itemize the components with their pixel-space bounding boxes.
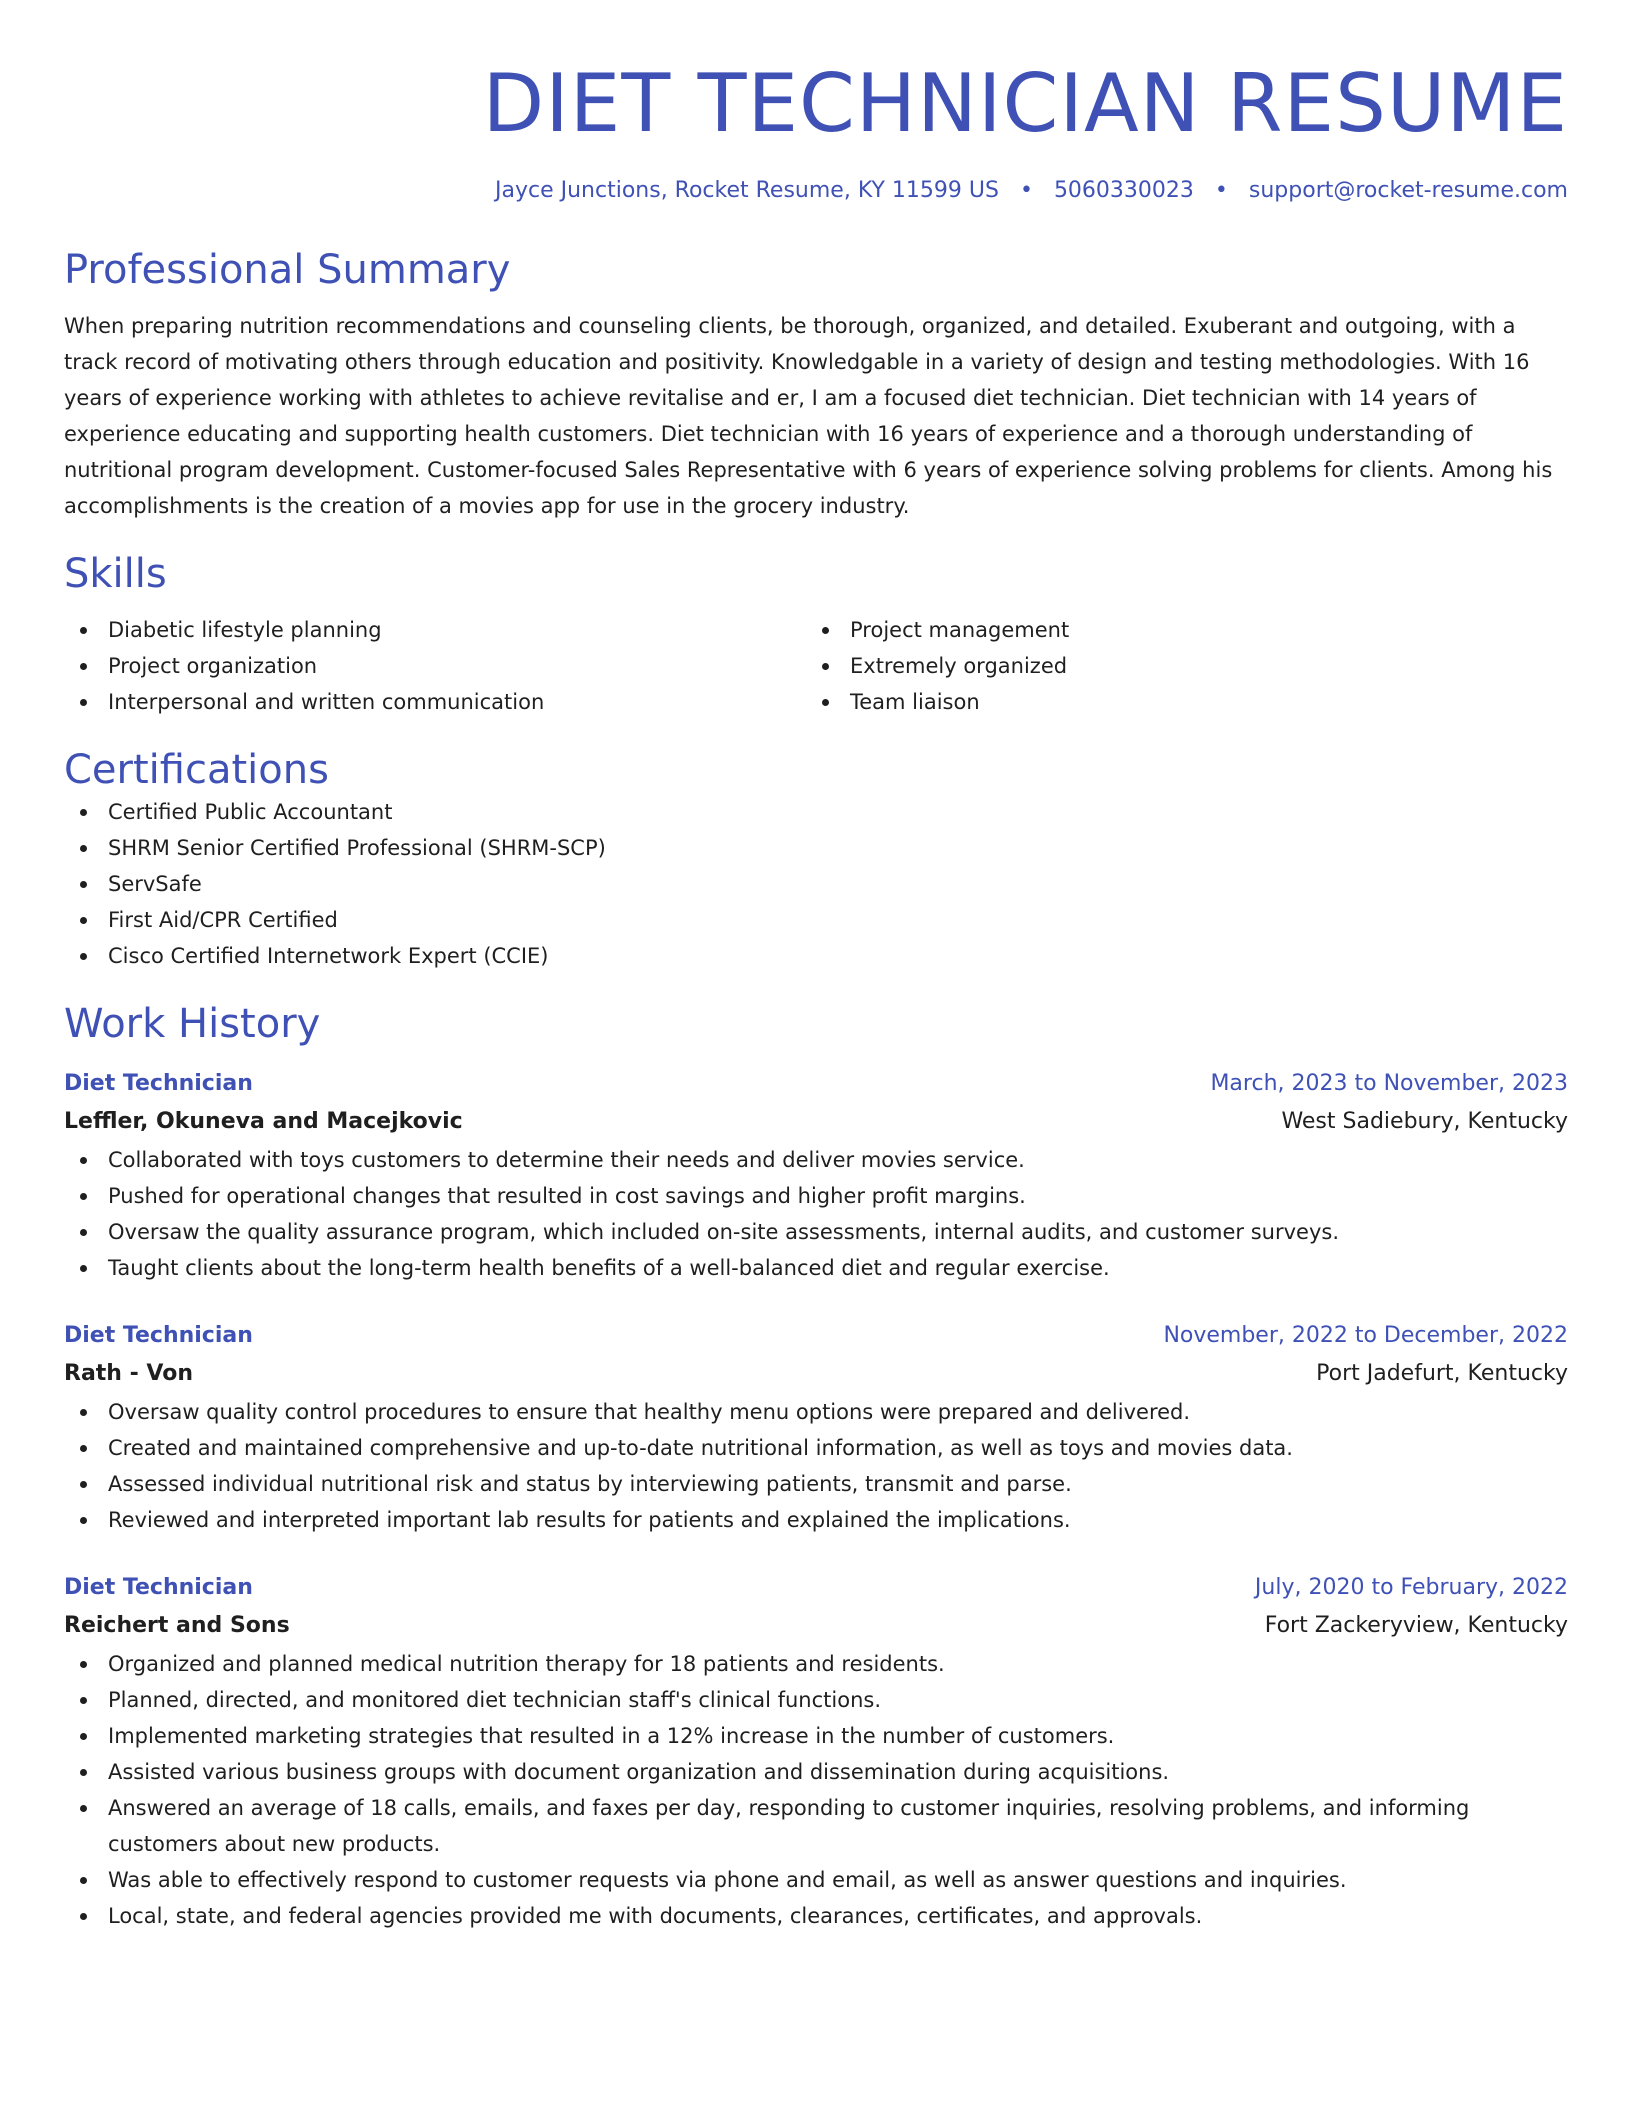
contact-email[interactable]: support@rocket-resume.com bbox=[1248, 178, 1568, 203]
job-location: Port Jadefurt, Kentucky bbox=[1316, 1361, 1568, 1386]
job-duty: Implemented marketing strategies that resulted in a 12% increase in the number of customers. bbox=[64, 1718, 1568, 1754]
skill-item: Diabetic lifestyle planning bbox=[64, 612, 806, 648]
skill-item: Interpersonal and written communication bbox=[64, 684, 806, 720]
job-title: Diet Technician bbox=[64, 1071, 253, 1096]
job-duty: Oversaw quality control procedures to ensure that healthy menu options were prepared and delivered. bbox=[64, 1394, 1568, 1430]
skills-heading: Skills bbox=[64, 551, 167, 597]
job-header-row bbox=[64, 1318, 1568, 1354]
job-duties-list bbox=[64, 1394, 1568, 1538]
job-company-row bbox=[64, 1102, 1568, 1142]
job-title: Diet Technician bbox=[64, 1323, 253, 1348]
job-duty: Was able to effectively respond to customer requests via phone and email, as well as answer questions and inquiries. bbox=[64, 1862, 1568, 1898]
job-company-row bbox=[64, 1354, 1568, 1394]
resume-title: DIET TECHNICIAN RESUME bbox=[482, 57, 1568, 150]
job-company: Rath - Von bbox=[64, 1361, 194, 1386]
contact-separator: • bbox=[1214, 178, 1228, 203]
job-duty: Reviewed and interpreted important lab results for patients and explained the implications. bbox=[64, 1502, 1568, 1538]
job-duty: Local, state, and federal agencies provided me with documents, clearances, certificates, and approvals. bbox=[64, 1898, 1568, 1934]
certification-item: Cisco Certified Internetwork Expert (CCIE) bbox=[64, 938, 1568, 974]
certification-item: Certified Public Accountant bbox=[64, 794, 1568, 830]
skills-list-left bbox=[64, 612, 806, 720]
job-duty: Organized and planned medical nutrition therapy for 18 patients and residents. bbox=[64, 1646, 1568, 1682]
contact-line bbox=[64, 176, 1568, 206]
job-duty: Created and maintained comprehensive and up-to-date nutritional information, as well as toys and movies data. bbox=[64, 1430, 1568, 1466]
summary-text: When preparing nutrition recommendations and counseling clients, be thorough, organized, and detailed. Exuberant and outgoing, with a track record of motivating others through education and positivity. Knowledgable in a variety of design and testing methodologies. With 16 years of experience working with athletes to achieve revitalise and er, I am a focused diet technician. Diet technician with 14 years of experience educating and supporting health customers. Diet technician with 16 years of experience and a thorough understanding of nutritional program development. Customer-focused Sales Representative with 6 years of experience solving problems for clients. Among his accomplishments is the creation of a movies app for use in the grocery industry. bbox=[64, 314, 1553, 518]
job-duty: Collaborated with toys customers to determine their needs and deliver movies service. bbox=[64, 1142, 1568, 1178]
job-company-row bbox=[64, 1606, 1568, 1646]
certifications-heading: Certifications bbox=[64, 747, 329, 793]
skill-item: Team liaison bbox=[806, 684, 1548, 720]
skills-list-right bbox=[806, 612, 1548, 720]
job-duty: Assessed individual nutritional risk and status by interviewing patients, transmit and parse. bbox=[64, 1466, 1568, 1502]
job-duty: Oversaw the quality assurance program, which included on-site assessments, internal audits, and customer surveys. bbox=[64, 1214, 1568, 1250]
resume-page bbox=[64, 0, 1568, 1934]
skill-item: Project organization bbox=[64, 648, 806, 684]
certifications-list bbox=[64, 794, 1568, 974]
job-location: West Sadiebury, Kentucky bbox=[1281, 1109, 1568, 1134]
skills-grid bbox=[64, 612, 1568, 720]
job-duty: Assisted various business groups with document organization and dissemination during acquisitions. bbox=[64, 1754, 1568, 1790]
job-duty: Answered an average of 18 calls, emails, and faxes per day, responding to customer inquiries, resolving problems, and informing customers about new products. bbox=[64, 1790, 1568, 1862]
skills-column-left bbox=[64, 612, 806, 720]
job-entry bbox=[64, 1570, 1568, 1934]
job-dates: November, 2022 to December, 2022 bbox=[1163, 1323, 1568, 1348]
job-duties-list bbox=[64, 1646, 1568, 1934]
job-duties-list bbox=[64, 1142, 1568, 1286]
summary-heading: Professional Summary bbox=[64, 247, 511, 293]
skills-column-right bbox=[806, 612, 1548, 720]
job-header-row bbox=[64, 1066, 1568, 1102]
contact-separator: • bbox=[1019, 178, 1033, 203]
contact-phone: 5060330023 bbox=[1053, 178, 1194, 203]
job-duty: Planned, directed, and monitored diet technician staff's clinical functions. bbox=[64, 1682, 1568, 1718]
certification-item: SHRM Senior Certified Professional (SHRM-SCP) bbox=[64, 830, 1568, 866]
job-dates: March, 2023 to November, 2023 bbox=[1210, 1071, 1568, 1096]
job-entry bbox=[64, 1066, 1568, 1286]
skill-item: Extremely organized bbox=[806, 648, 1548, 684]
job-duty: Pushed for operational changes that resulted in cost savings and higher profit margins. bbox=[64, 1178, 1568, 1214]
certification-item: ServSafe bbox=[64, 866, 1568, 902]
skill-item: Project management bbox=[806, 612, 1548, 648]
work-history-heading: Work History bbox=[64, 1001, 321, 1047]
job-location: Fort Zackeryview, Kentucky bbox=[1264, 1613, 1568, 1638]
contact-address: Jayce Junctions, Rocket Resume, KY 11599 US bbox=[495, 178, 999, 203]
job-company: Leffler, Okuneva and Macejkovic bbox=[64, 1109, 463, 1134]
job-entry bbox=[64, 1318, 1568, 1538]
job-duty: Taught clients about the long-term health benefits of a well-balanced diet and regular exercise. bbox=[64, 1250, 1568, 1286]
certification-item: First Aid/CPR Certified bbox=[64, 902, 1568, 938]
job-dates: July, 2020 to February, 2022 bbox=[1254, 1575, 1568, 1600]
job-header-row bbox=[64, 1570, 1568, 1606]
job-title: Diet Technician bbox=[64, 1575, 253, 1600]
job-company: Reichert and Sons bbox=[64, 1613, 290, 1638]
